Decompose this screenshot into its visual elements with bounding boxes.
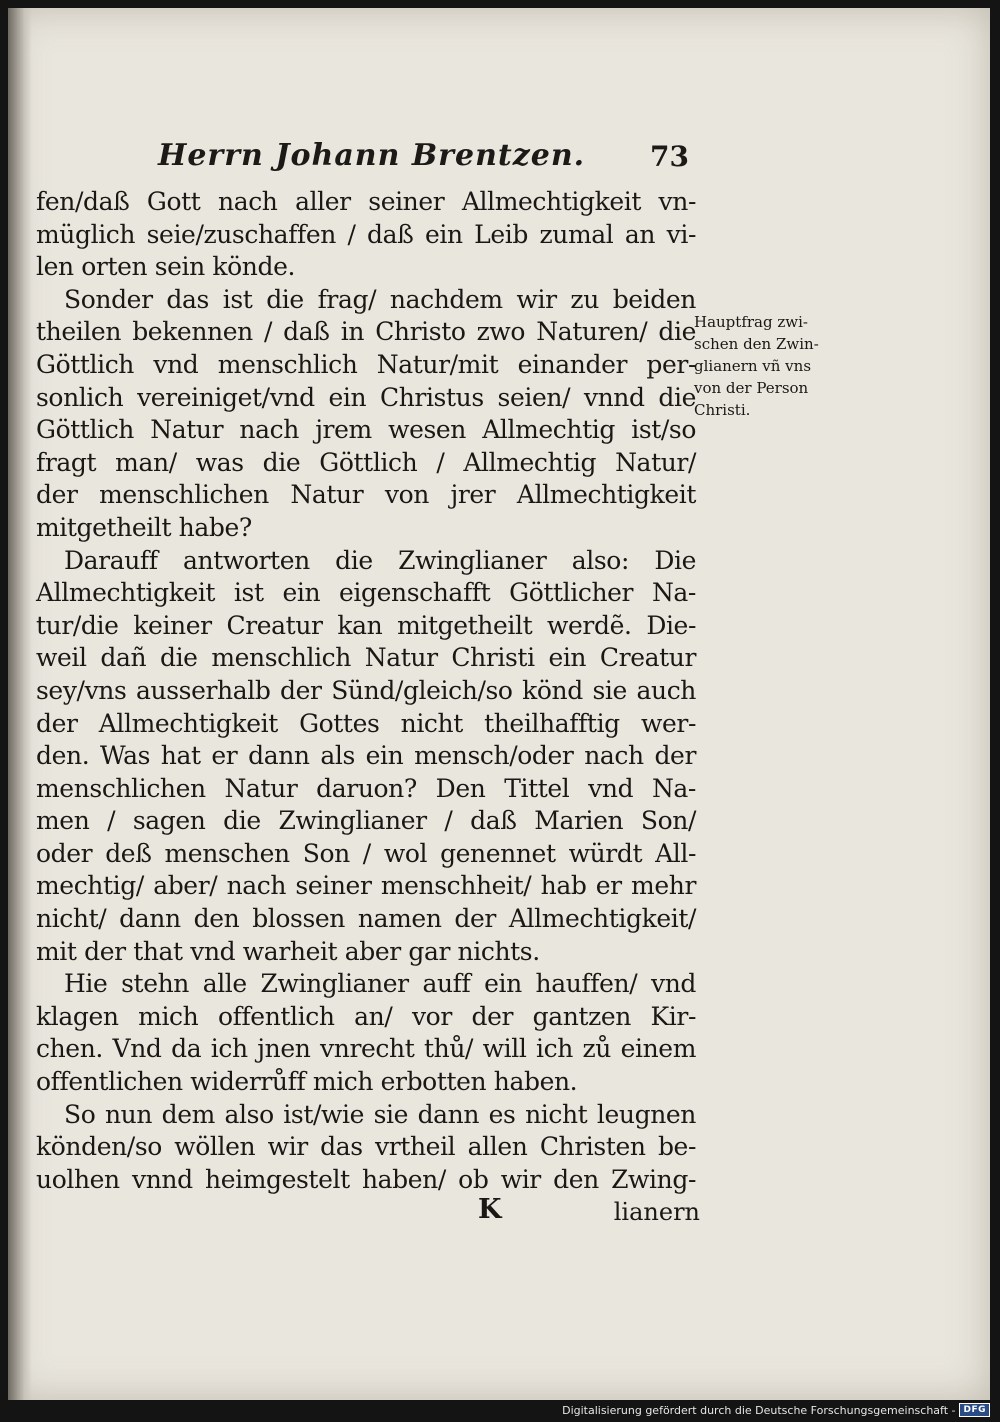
text-line: Sonder das ist die frag/ nachdem wir zu beiden [64,284,696,314]
marginal-note [694,311,854,421]
catchword: lianern [613,1198,700,1226]
text-line: Darauff antworten die Zwinglianer also: Die [64,545,696,575]
text-line: könden/so wöllen wir das vrtheil allen Christen be- [36,1132,696,1162]
text-line: mitgetheilt habe? [36,512,252,542]
text-line: klagen mich offentlich an/ vor der gantzen Kir- [36,1001,696,1031]
text-line: oder deß menschen Son / wol genennet würdt All- [36,838,696,868]
text-line: der menschlichen Natur von jrer Allmechtigkeit [36,480,696,510]
text-line: men / sagen die Zwinglianer / daß Marien Son/ [36,806,696,836]
text-line: mechtig/ aber/ nach seiner menschheit/ hab er mehr [36,871,696,901]
text-line: der Allmechtigkeit Gottes nicht theilhafftig wer- [36,708,696,738]
binding-gutter [8,8,32,1400]
text-line: Göttlich Natur nach jrem wesen Allmechtig ist/so [36,415,696,445]
text-line: den. Was hat er dann als ein mensch/oder nach der [36,741,696,771]
text-line: fragt man/ was die Göttlich / Allmechtig Natur/ [36,447,696,477]
dfg-logo-icon: DFG [959,1403,990,1417]
text-line: Hie stehn alle Zwinglianer auff ein hauffen/ vnd [64,969,696,999]
text-line: menschlichen Natur daruon? Den Tittel vnd Na- [36,773,696,803]
text-line: Allmechtigkeit ist ein eigenschafft Göttlicher Na- [36,578,696,608]
marginal-note-line: Hauptfrag zwi- [694,313,808,331]
body-text [36,186,696,1196]
text-line: chen. Vnd da ich jnen vnrecht thů/ will ich zů einem [36,1034,696,1064]
text-line: mit der that vnd warheit aber gar nichts. [36,936,540,966]
page-number: 73 [650,140,689,173]
marginal-note-line: schen den Zwin- [694,335,819,353]
funding-credit: Digitalisierung gefördert durch die Deutsche Forschungsgemeinschaft - [562,1403,956,1417]
catchword-row [478,1194,700,1228]
text-line: Göttlich vnd menschlich Natur/mit einander per- [36,349,696,379]
text-line: nicht/ dann den blossen namen der Allmechtigkeit/ [36,904,696,934]
text-line: uolhen vnnd heimgestelt haben/ ob wir den Zwing- [36,1164,696,1194]
marginal-note-line: glianern vñ vns [694,357,812,375]
text-line: len orten sein könde. [36,252,296,282]
text-line: offentlichen widerrůff mich erbotten haben. [36,1067,578,1097]
text-line: müglich seie/zuschaffen / daß ein Leib zumal an vi- [36,219,696,249]
funding-footer [562,1403,990,1417]
text-line: So nun dem also ist/wie sie dann es nicht leugnen [64,1099,696,1129]
running-head: Herrn Johann Brentzen. [158,138,586,173]
text-line: sey/vns ausserhalb der Sünd/gleich/so könd sie auch [36,675,696,705]
marginal-note-line: Christi. [694,401,751,419]
text-line: fen/daß Gott nach aller seiner Allmechtigkeit vn- [36,187,696,216]
marginal-note-line: von der Person [694,379,809,397]
text-line: theilen bekennen / daß in Christo zwo Naturen/ die [36,317,696,347]
text-line: weil dañ die menschlich Natur Christi ein Creatur [36,643,696,673]
signature-mark: K [478,1194,502,1225]
text-line: sonlich vereiniget/vnd ein Christus seien/ vnnd die [36,382,696,412]
text-line: tur/die keiner Creatur kan mitgetheilt werdẽ. Die- [36,610,696,640]
scanned-page [8,8,990,1400]
